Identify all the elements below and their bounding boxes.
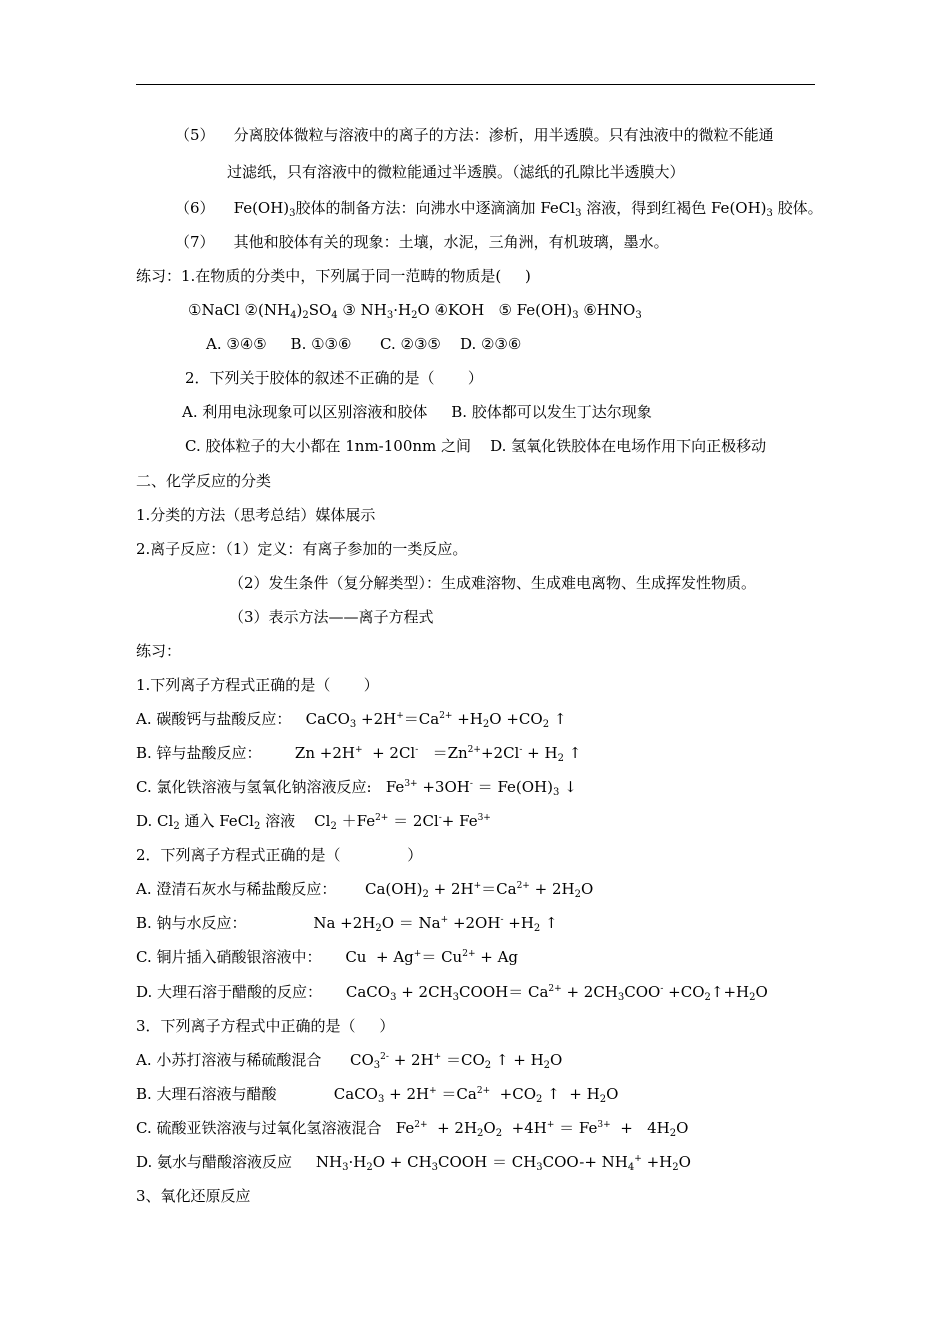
text-segment: 2．下列关于胶体的叙述不正确的是（ ） <box>185 369 483 387</box>
text-segment: （3）表示方法——离子方程式 <box>229 608 434 626</box>
text-segment: + Fe <box>441 812 478 830</box>
text-segment: O ＝ Na <box>381 914 441 932</box>
text-segment: C. 铜片插入硝酸银溶液中： Cu + Ag <box>136 948 414 966</box>
text-line <box>206 334 521 354</box>
text-segment: 3+ <box>477 813 491 823</box>
text-segment: A. 利用电泳现象可以区别溶液和胶体 B. 胶体都可以发生丁达尔现象 <box>182 403 652 421</box>
text-line <box>175 125 774 145</box>
text-segment: 2 <box>672 1162 679 1173</box>
text-segment: 2+ <box>462 949 476 959</box>
text-line <box>229 607 434 627</box>
text-segment: COO-+ NH <box>542 1153 628 1171</box>
text-line <box>136 743 581 763</box>
text-segment: 3、氧化还原反应 <box>136 1187 251 1205</box>
text-segment: ③ NH <box>337 301 387 319</box>
text-segment: 2 <box>704 992 711 1003</box>
text-segment: O ④KOH ⑤ Fe(OH) <box>417 301 573 319</box>
text-segment: 3 <box>390 992 397 1003</box>
text-segment: 3．下列离子方程式中正确的是（ ） <box>136 1017 395 1035</box>
text-segment: A. ③④⑤ B. ①③⑥ C. ②③⑤ D. ②③⑥ <box>206 335 522 353</box>
text-segment: +H <box>503 914 534 932</box>
text-segment: +2Cl <box>480 744 520 762</box>
text-segment: + <box>354 745 363 755</box>
text-segment: 3 <box>536 1162 543 1173</box>
text-segment: 通入 FeCl <box>179 812 254 830</box>
text-segment: ↑ + H <box>542 1085 600 1103</box>
text-segment: （7） 其他和胶体有关的现象：土壤，水泥，三角洲，有机玻璃，墨水。 <box>175 233 669 251</box>
text-segment: + 2CH <box>396 983 453 1001</box>
text-segment: ＝Ca <box>403 710 440 728</box>
text-segment: 3+ <box>404 779 418 789</box>
text-segment: 二、化学反应的分类 <box>136 472 272 490</box>
text-segment: A. 碳酸钙与盐酸反应： CaCO <box>136 710 350 728</box>
text-segment: SO <box>308 301 332 319</box>
text-line <box>136 1118 688 1138</box>
text-segment: 2.离子反应：（1）定义：有离子参加的一类反应。 <box>136 540 468 558</box>
text-segment: ＝Ca <box>481 880 517 898</box>
text-segment: - <box>415 745 419 755</box>
text-segment: 练习：1.在物质的分类中，下列属于同一范畴的物质是( ) <box>136 267 531 285</box>
text-segment: 4 <box>627 1162 635 1173</box>
text-line <box>136 879 593 899</box>
text-segment: +2OH <box>448 914 501 932</box>
text-segment: ⑥HNO <box>578 301 636 319</box>
text-segment: A. 澄清石灰水与稀盐酸反应： Ca(OH) <box>136 880 423 898</box>
text-segment: 2 <box>574 889 581 900</box>
text-line <box>136 505 375 525</box>
text-segment: + 2CH <box>561 983 618 1001</box>
text-line <box>136 675 379 695</box>
text-segment: + <box>440 915 449 925</box>
text-segment: - <box>660 984 664 994</box>
text-line <box>136 471 271 491</box>
text-segment: ＋Fe <box>336 812 376 830</box>
text-segment: + Ag <box>475 948 519 966</box>
text-line <box>175 232 669 252</box>
text-segment: ＝ 2Cl <box>388 812 439 830</box>
text-segment: 2+ <box>476 1086 491 1096</box>
text-segment: ↑ <box>540 914 558 932</box>
text-segment: + <box>546 1120 555 1130</box>
text-line <box>136 709 566 729</box>
text-segment: 胶体的制备方法：向沸水中逐滴滴加 FeCl <box>295 199 576 217</box>
text-line <box>136 1084 618 1104</box>
text-segment: D. 大理石溶于醋酸的反应： CaCO <box>136 983 391 1001</box>
text-segment: 2 <box>366 1162 373 1173</box>
text-segment: 1.下列离子方程式正确的是（ ） <box>136 676 379 694</box>
text-segment: ↑ <box>549 710 567 728</box>
text-segment: 4 <box>290 310 297 321</box>
text-segment: - <box>438 813 442 823</box>
text-line <box>185 436 766 456</box>
text-segment: B. 钠与水反应： Na +2H <box>136 914 376 932</box>
text-segment: ) <box>296 301 303 319</box>
text-segment: + <box>433 1052 442 1062</box>
text-segment: （6） Fe(OH) <box>175 199 290 217</box>
text-segment: COOH ＝ CH <box>438 1153 537 1171</box>
text-segment: O +CO <box>489 710 543 728</box>
text-segment: O <box>755 983 768 1001</box>
text-segment: O <box>483 1119 496 1137</box>
text-segment: COOH＝ Ca <box>459 983 549 1001</box>
text-segment: 3+ <box>597 1120 611 1130</box>
text-segment: 2 <box>375 923 382 934</box>
text-segment: 2+ <box>467 745 481 755</box>
text-segment: 3 <box>572 310 579 321</box>
text-segment: 3 <box>617 992 625 1003</box>
text-segment: O <box>606 1085 619 1103</box>
text-segment: +H <box>452 710 483 728</box>
text-segment: C. 氯化铁溶液与氢氧化钠溶液反应: Fe <box>136 778 405 796</box>
text-segment: B. 大理石溶液与醋酸 CaCO <box>136 1085 378 1103</box>
text-segment: 3 <box>386 310 394 321</box>
text-segment: 2 <box>330 821 337 832</box>
text-line <box>229 573 756 593</box>
text-segment: ↑ + H <box>491 1051 544 1069</box>
text-segment: O <box>550 1051 563 1069</box>
text-segment: （2）发生条件（复分解类型）：生成难溶物、生成难电离物、生成挥发性物质。 <box>229 574 757 592</box>
text-segment: O <box>580 880 594 898</box>
text-segment: ＝Zn <box>418 744 468 762</box>
text-segment: ＝ Fe(OH) <box>472 778 553 796</box>
text-segment: 2 <box>495 1128 503 1139</box>
text-segment: ·H <box>348 1153 367 1171</box>
text-line <box>136 641 181 661</box>
text-segment: 2+ <box>375 813 389 823</box>
text-segment: + <box>634 1154 642 1164</box>
text-segment: 2 <box>669 1128 677 1139</box>
text-segment: 2 <box>749 992 756 1003</box>
text-segment: 2 <box>477 1128 484 1139</box>
text-segment: - <box>500 915 504 925</box>
text-line <box>185 368 483 388</box>
text-segment: 3 <box>635 310 642 321</box>
text-segment: O <box>676 1119 689 1137</box>
text-segment: - <box>469 779 473 789</box>
text-segment: + <box>413 949 422 959</box>
text-line <box>227 162 685 182</box>
text-segment: A. 小苏打溶液与稀硫酸混合 CO <box>136 1051 374 1069</box>
text-segment: ↑+H <box>710 983 750 1001</box>
text-segment: 2- <box>380 1052 389 1062</box>
text-segment: 过滤纸，只有溶液中的微粒能通过半透膜。（滤纸的孔隙比半透膜大） <box>227 163 685 181</box>
text-segment: +4H <box>502 1119 547 1137</box>
text-line <box>136 539 467 559</box>
text-segment: O + CH <box>372 1153 432 1171</box>
text-segment: O <box>678 1153 691 1171</box>
text-segment: 3 <box>452 992 460 1003</box>
text-segment: 2+ <box>548 984 562 994</box>
text-line <box>188 300 642 320</box>
text-segment: 2+ <box>439 711 453 721</box>
text-segment: + 2H <box>427 1119 478 1137</box>
text-segment: 2 <box>536 1094 543 1105</box>
text-segment: + <box>396 711 404 721</box>
text-segment: ·H <box>393 301 412 319</box>
text-segment: 4 <box>331 310 338 321</box>
text-segment: 2+ <box>414 1120 428 1130</box>
text-segment: 3 <box>431 1162 439 1173</box>
text-segment: 2 <box>542 719 550 730</box>
text-segment: 3 <box>349 719 357 730</box>
text-line <box>136 811 491 831</box>
text-segment: ＝ Fe <box>554 1119 598 1137</box>
text-segment: + <box>473 881 482 891</box>
text-segment: 2 <box>543 1060 551 1071</box>
text-segment: - <box>519 745 523 755</box>
text-segment: ↓ <box>559 778 577 796</box>
text-line <box>136 777 577 797</box>
text-segment: D. 氨水与醋酸溶液反应 NH <box>136 1153 343 1171</box>
text-segment: 练习： <box>136 642 182 660</box>
text-segment: + 2H <box>388 1051 434 1069</box>
text-line <box>136 913 558 933</box>
text-segment: +H <box>641 1153 673 1171</box>
text-segment: +2H <box>356 710 397 728</box>
text-line <box>136 266 531 286</box>
text-segment: 溶液，得到红褐色 Fe(OH) <box>581 199 767 217</box>
text-segment: D. Cl <box>136 812 174 830</box>
text-segment: +CO <box>663 983 705 1001</box>
text-segment: COO <box>624 983 661 1001</box>
text-segment: 2 <box>484 1060 492 1071</box>
text-segment: 2 <box>411 310 418 321</box>
text-segment: 2 <box>253 821 261 832</box>
text-segment: + 2H <box>529 880 575 898</box>
text-line <box>136 1152 691 1172</box>
text-segment: 2 <box>422 889 429 900</box>
text-segment: B. 锌与盐酸反应： Zn +2H <box>136 744 355 762</box>
text-line <box>136 982 768 1002</box>
text-segment: 2 <box>557 753 564 764</box>
text-line <box>136 947 518 967</box>
text-segment: + 4H <box>610 1119 670 1137</box>
text-segment: 溶液 Cl <box>260 812 331 830</box>
text-segment: + H <box>522 744 558 762</box>
text-segment: 2 <box>482 719 490 730</box>
text-segment: 3 <box>289 208 296 219</box>
text-segment: + 2Cl <box>362 744 416 762</box>
text-segment: 2 <box>533 923 541 934</box>
text-line <box>136 1050 562 1070</box>
text-line <box>175 198 823 218</box>
text-segment: （5） 分离胶体微粒与溶液中的离子的方法：渗析，用半透膜。只有浊液中的微粒不能通 <box>175 126 774 144</box>
text-segment: 胶体。 <box>772 199 823 217</box>
text-segment: 2 <box>302 310 309 321</box>
text-segment: + <box>429 1086 437 1096</box>
text-segment: ＝Ca <box>436 1085 477 1103</box>
header-rule <box>136 84 815 85</box>
text-segment: +CO <box>490 1085 537 1103</box>
text-segment: 2 <box>173 821 180 832</box>
text-segment: 2 <box>599 1094 607 1105</box>
text-segment: 3 <box>373 1060 381 1071</box>
text-segment: ＝ Cu <box>421 948 463 966</box>
text-segment: C. 硫酸亚铁溶液与过氧化氢溶液混合 Fe <box>136 1119 415 1137</box>
text-segment: 3 <box>342 1162 349 1173</box>
text-segment: 1.分类的方法（思考总结）媒体展示 <box>136 506 376 524</box>
text-segment: 2．下列离子方程式正确的是（ ） <box>136 846 423 864</box>
text-segment: 3 <box>377 1094 385 1105</box>
text-line <box>136 1186 251 1206</box>
text-segment: 3 <box>553 787 560 798</box>
text-segment: + 2H <box>384 1085 430 1103</box>
text-line <box>136 1016 394 1036</box>
text-segment: 3 <box>766 208 773 219</box>
text-segment: ＝CO <box>441 1051 485 1069</box>
text-line <box>136 845 422 865</box>
text-segment: 3 <box>575 208 582 219</box>
text-segment: +3OH <box>417 778 470 796</box>
text-segment: 2+ <box>516 881 530 891</box>
text-segment: + 2H <box>428 880 474 898</box>
text-line <box>182 402 652 422</box>
text-segment: ↑ <box>563 744 582 762</box>
text-segment: C. 胶体粒子的大小都在 1nm-100nm 之间 D. 氢氧化铁胶体在电场作用下向正极移动 <box>185 437 767 455</box>
text-segment: ①NaCl ②(NH <box>188 301 291 319</box>
